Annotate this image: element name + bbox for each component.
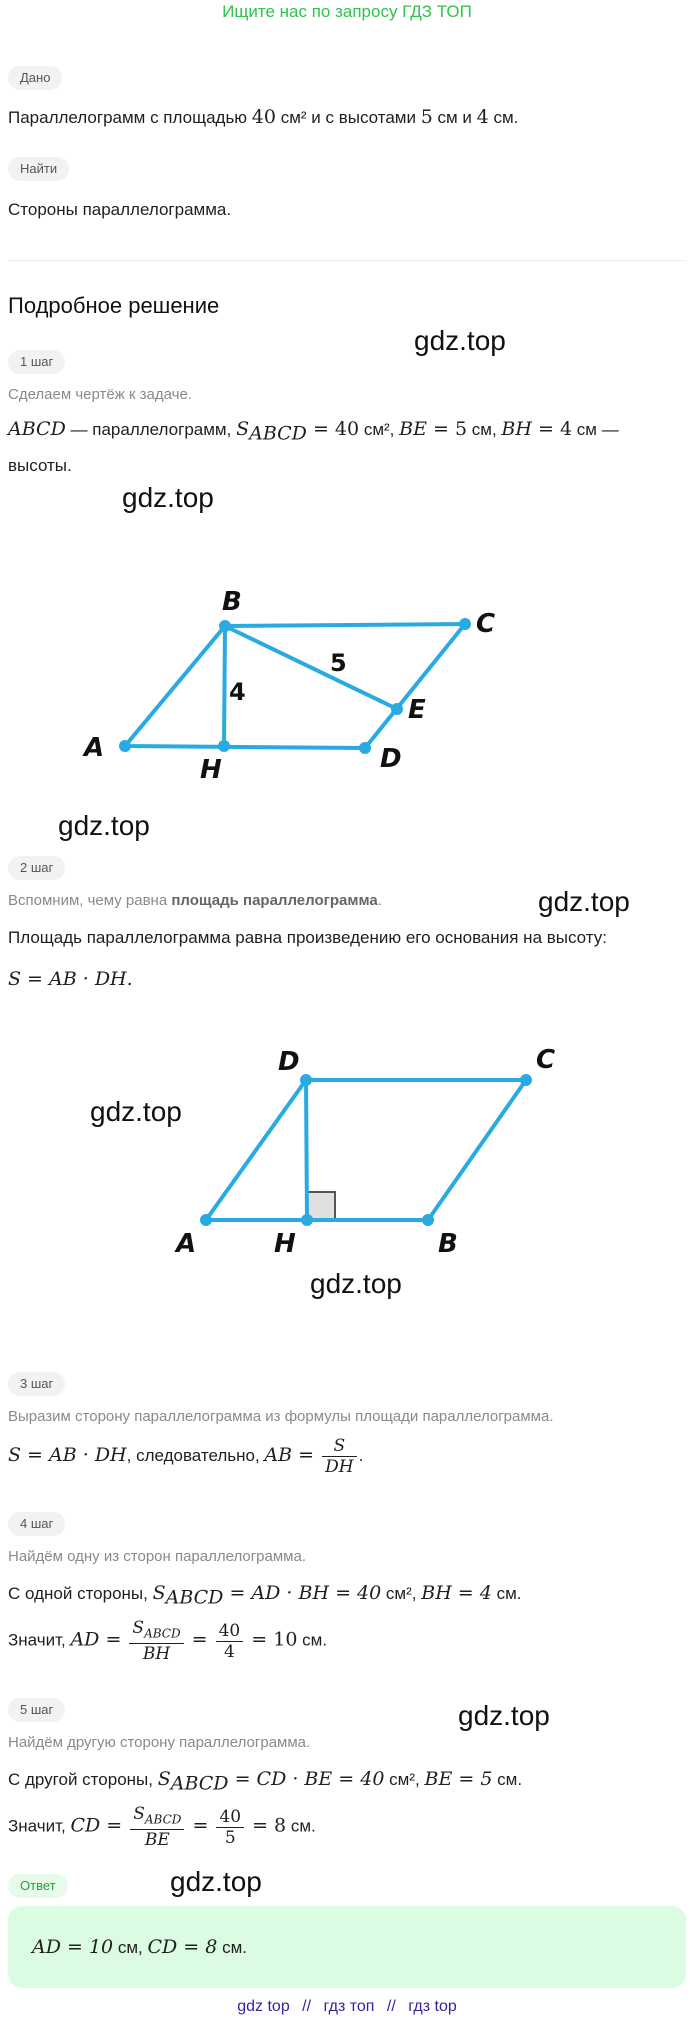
fig1-label-b: B bbox=[222, 587, 242, 617]
step3-formula: S = AB · DH, следовательно, AB = $\frac{S}{DH}$ . bbox=[8, 1436, 364, 1477]
given-text: Параллелограмм с площадью 40 см² и с высотами 5 см и 4 см. bbox=[8, 106, 519, 128]
fig2-point-h bbox=[301, 1214, 313, 1226]
watermark: gdz.top bbox=[90, 1096, 182, 1127]
step5-hint: Найдём другую сторону параллелограмма. bbox=[8, 1734, 311, 1751]
step4-hint: Найдём одну из сторон параллелограмма. bbox=[8, 1548, 307, 1565]
fig2-label-a: A bbox=[176, 1229, 197, 1259]
step5-tag: 5 шаг bbox=[8, 1698, 65, 1722]
given-tag: Дано bbox=[8, 66, 62, 90]
figure1-parallelogram bbox=[0, 560, 694, 790]
fig2-label-h: H bbox=[274, 1229, 296, 1259]
find-text: Стороны параллелограмма. bbox=[8, 200, 232, 219]
step1-hint: Сделаем чертёж к задаче. bbox=[8, 386, 192, 403]
watermark: gdz.top bbox=[170, 1866, 262, 1897]
watermark: gdz.top bbox=[310, 1268, 402, 1299]
fig1-height-be bbox=[225, 626, 397, 709]
step1-line1: ABCD — параллелограмм, $S_{ABCD} = 40$ см², BE = 5 см, BH = 4 см — bbox=[8, 418, 619, 445]
footer-link-gdz-top-mixed[interactable]: гдз top bbox=[408, 1998, 457, 2015]
step3-hint: Выразим сторону параллелограмма из формулы площади параллелограмма. bbox=[8, 1408, 554, 1425]
fig2-point-a bbox=[200, 1214, 212, 1226]
step5-line1: С другой стороны, $S_{ABCD}$ = CD · BE = 40 см², BE = 5 см. bbox=[8, 1768, 523, 1795]
fig1-point-c bbox=[459, 618, 471, 630]
fig1-height-bh bbox=[224, 626, 225, 746]
fig2-point-c bbox=[520, 1074, 532, 1086]
step5-line2: Значит, CD = $\frac{S_{ABCD}}{BE}$ = $\frac{40}{5}$ = 8 см. bbox=[8, 1804, 316, 1851]
fig1-label-d: D bbox=[380, 744, 402, 774]
fig1-outline bbox=[125, 624, 465, 748]
answer-text: AD = 10 см, CD = 8 см. bbox=[32, 1936, 247, 1958]
step1-tag: 1 шаг bbox=[8, 350, 65, 374]
step2-hint: Вспомним, чему равна площадь параллелограмма. bbox=[8, 892, 382, 909]
fig2-label-b: B bbox=[438, 1229, 458, 1259]
fig1-point-e bbox=[391, 703, 403, 715]
footer-separator: // bbox=[386, 1998, 396, 2015]
step4-line2: Значит, AD = $\frac{S_{ABCD}}{BH}$ = $\frac{40}{4}$ = 10 см. bbox=[8, 1618, 328, 1665]
step2-text: Площадь параллелограмма равна произведению его основания на высоту: bbox=[8, 928, 607, 947]
watermark: gdz.top bbox=[122, 482, 214, 513]
find-tag: Найти bbox=[8, 157, 69, 181]
footer-link-gdz-top[interactable]: gdz top bbox=[237, 1998, 290, 2015]
fig1-label-e: E bbox=[408, 695, 426, 725]
fig2-point-d bbox=[300, 1074, 312, 1086]
fig2-point-b bbox=[422, 1214, 434, 1226]
fig2-label-c: C bbox=[536, 1045, 556, 1075]
fig1-length-bh: 4 bbox=[229, 678, 246, 706]
fig1-label-c: C bbox=[476, 609, 496, 639]
fig1-point-d bbox=[359, 742, 371, 754]
divider bbox=[8, 260, 686, 261]
top-search-banner[interactable]: Ищите нас по запросу ГДЗ ТОП bbox=[222, 2, 472, 21]
fig2-height-dh bbox=[306, 1080, 307, 1220]
fig2-outline bbox=[206, 1080, 526, 1220]
fig1-point-a bbox=[119, 740, 131, 752]
footer-link-gdz-top-ru[interactable]: гдз топ bbox=[323, 1998, 375, 2015]
step2-formula: S = AB · DH. bbox=[8, 968, 133, 990]
fig2-label-d: D bbox=[278, 1047, 300, 1077]
fig1-label-a: A bbox=[84, 733, 105, 763]
watermark: gdz.top bbox=[414, 325, 506, 356]
fig1-length-be: 5 bbox=[330, 649, 347, 677]
step4-line1: С одной стороны, $S_{ABCD}$ = AD · BH = 40 см², BH = 4 см. bbox=[8, 1582, 522, 1609]
step2-tag: 2 шаг bbox=[8, 856, 65, 880]
step4-tag: 4 шаг bbox=[8, 1512, 65, 1536]
fig1-point-b bbox=[219, 620, 231, 632]
step3-tag: 3 шаг bbox=[8, 1372, 65, 1396]
footer-links bbox=[0, 1998, 694, 2016]
answer-tag: Ответ bbox=[8, 1874, 68, 1898]
watermark: gdz.top bbox=[458, 1700, 550, 1731]
solution-title: Подробное решение bbox=[8, 293, 220, 318]
watermark: gdz.top bbox=[58, 810, 150, 841]
figure2-parallelogram bbox=[0, 1030, 694, 1270]
watermark: gdz.top bbox=[538, 886, 630, 917]
fig1-label-h: H bbox=[200, 755, 222, 785]
footer-separator: // bbox=[302, 1998, 312, 2015]
fig1-point-h bbox=[218, 740, 230, 752]
step1-line2: высоты. bbox=[8, 456, 72, 475]
